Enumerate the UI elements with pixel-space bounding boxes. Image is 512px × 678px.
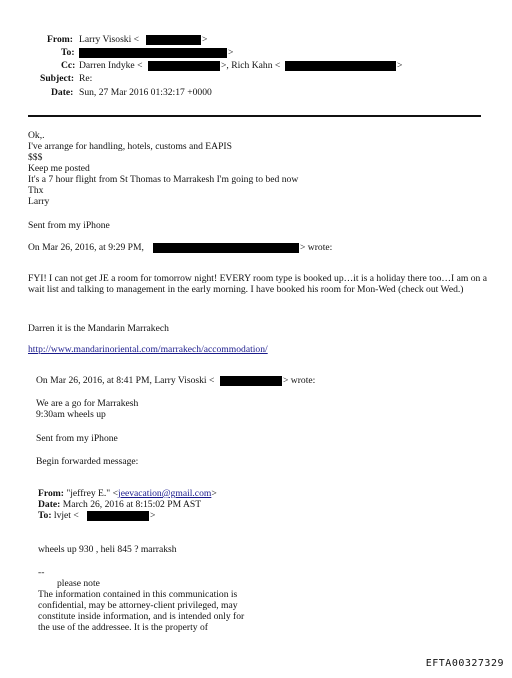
quote-paragraph: FYI! I can not get JE a room for tomorrow night! EVERY room type is booked up…it is a holiday there too…I am on a wait list and talking to management in the early morning. I have booked his room for Mon-Wed (check out Wed.) <box>28 273 487 296</box>
to-label: To: <box>61 47 75 58</box>
redaction-block <box>220 376 282 386</box>
body-line: Thx <box>28 185 44 196</box>
redaction-block <box>146 35 201 45</box>
redaction-block <box>153 243 299 253</box>
fwd-from-label: From: <box>38 488 64 499</box>
fwd-message: wheels up 930 , heli 845 ? marraksh <box>38 544 177 555</box>
quote-attribution: On Mar 26, 2016, at 9:29 PM, <box>28 242 144 253</box>
quote-attribution: On Mar 26, 2016, at 8:41 PM, Larry Visoski < <box>36 375 215 386</box>
fwd-date-label: Date: <box>38 499 61 510</box>
date-value: Sun, 27 Mar 2016 01:32:17 +0000 <box>79 87 212 98</box>
fwd-dashes: -- <box>38 567 45 578</box>
to-tail: > <box>228 47 234 58</box>
from-label: From: <box>47 34 73 45</box>
cc-tail: > <box>397 60 403 71</box>
body-line: It's a 7 hour flight from St Thomas to Marrakesh I'm going to bed now <box>28 174 299 185</box>
fwd-to-tail: > <box>150 510 156 521</box>
disclaimer-line: confidential, may be attorney-client privileged, may <box>38 600 238 611</box>
from-name: Larry Visoski < <box>79 34 140 45</box>
body-line: Ok,. <box>28 130 45 141</box>
from-tail: > <box>202 34 208 45</box>
disclaimer-line: the use of the addressee. It is the property of <box>38 622 208 633</box>
quote-wrote: > wrote: <box>283 375 316 386</box>
fwd-date-value: March 26, 2016 at 8:15:02 PM AST <box>62 499 202 510</box>
body-line: Larry <box>28 196 50 207</box>
document-id: EFTA00327329 <box>425 658 504 669</box>
quote-line: We are a go for Marrakesh <box>36 398 139 409</box>
fwd-from-tail: > <box>211 488 217 499</box>
subject-label: Subject: <box>40 73 75 84</box>
sent-from: Sent from my iPhone <box>28 220 110 231</box>
cc-label: Cc: <box>61 60 76 71</box>
redaction-block <box>79 48 227 58</box>
mandarin-link[interactable]: http://www.mandarinoriental.com/marrakech/accommodation/ <box>28 344 268 355</box>
cc-separator: >, Rich Kahn < <box>221 60 281 71</box>
quote-line: 9:30am wheels up <box>36 409 106 420</box>
fwd-to-row <box>38 510 79 521</box>
fwd-date-row <box>38 499 201 510</box>
please-note: please note <box>57 578 100 589</box>
body-line: $$$ <box>28 152 43 163</box>
redaction-block <box>148 61 220 71</box>
subject-value: Re: <box>79 73 93 84</box>
quote-wrote: > wrote: <box>300 242 333 253</box>
fwd-to-value: lvjet < <box>53 510 79 521</box>
disclaimer-line: constitute inside information, and is intended only for <box>38 611 245 622</box>
redaction-block <box>87 511 149 521</box>
quote-paragraph: Darren it is the Mandarin Marrakech <box>28 323 169 334</box>
cc-name-1: Darren Indyke < <box>79 60 143 71</box>
header-divider <box>28 115 481 117</box>
fwd-from-email-link[interactable]: jeevacation@gmail.com <box>118 488 212 499</box>
begin-forwarded: Begin forwarded message: <box>36 456 139 467</box>
redaction-block <box>285 61 396 71</box>
date-label: Date: <box>51 87 74 98</box>
body-line: I've arrange for handling, hotels, customs and EAPIS <box>28 141 232 152</box>
sent-from: Sent from my iPhone <box>36 433 118 444</box>
fwd-to-label: To: <box>38 510 52 521</box>
fwd-from-value: "jeffrey E." < <box>66 488 119 499</box>
disclaimer-line: The information contained in this communication is <box>38 589 238 600</box>
fwd-from-row <box>38 488 217 499</box>
body-line: Keep me posted <box>28 163 90 174</box>
